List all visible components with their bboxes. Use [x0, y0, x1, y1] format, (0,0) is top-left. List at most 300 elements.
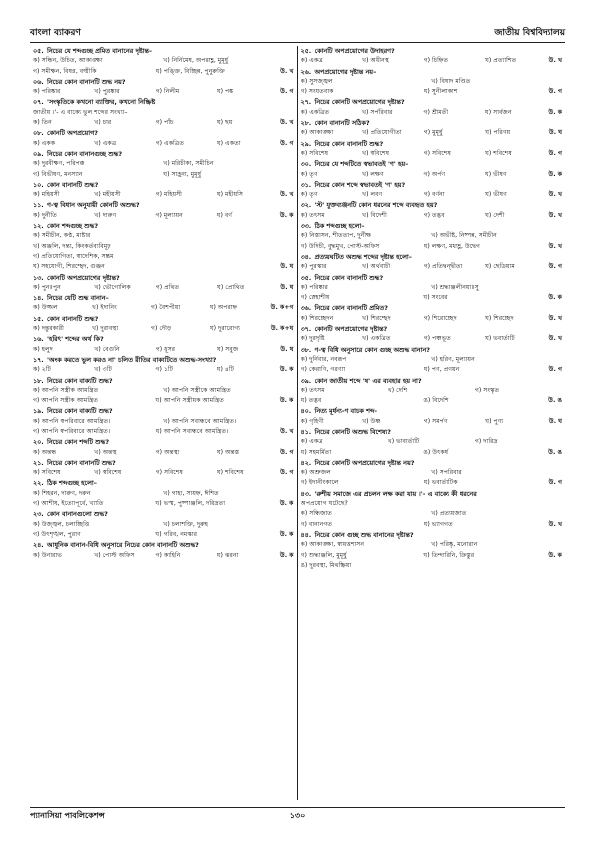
header-subject: বাংলা ব্যাকরণ	[30, 28, 81, 38]
answer-option: খ) দুরাবস্থা	[91, 325, 119, 333]
question-number: ৪১.	[300, 427, 312, 436]
answer-option: ক) তৎসম	[300, 386, 325, 394]
correct-answer: উ. ঙ	[548, 448, 562, 456]
question-item	[301, 67, 563, 98]
question-number: ৩২.	[300, 201, 312, 210]
question-item	[301, 530, 563, 561]
answer-option: খ) হরিণ, মূল্যায়ন	[431, 355, 475, 363]
question-text: ঠিক শব্দগুচ্ছ হলো–	[47, 479, 97, 488]
option-row	[301, 520, 563, 530]
answer-option: খ) উষ্ণ	[362, 417, 381, 425]
correct-answer: উ. ক	[279, 366, 294, 374]
question-number: ১৪.	[33, 294, 44, 303]
question-item	[301, 180, 563, 201]
answer-option: খ) অভীষ্ট, নিষ্পন্ন, সমীচীন	[431, 232, 497, 240]
question-text: নিচের কোন গুচ্ছ শুদ্ধ বানানের দৃষ্টান্ত?	[314, 530, 414, 539]
option-row	[33, 345, 294, 355]
answer-option: গ) নিলীম	[155, 88, 180, 96]
page-number: ১৩০	[289, 810, 306, 820]
option-row	[33, 417, 294, 427]
answer-option: ঘ) আপনি সস্ত্রীয়ক আমন্ত্রিত	[155, 397, 224, 405]
question-text: কোনটি অপপ্রয়োগের দৃষ্টান্ত?	[314, 325, 388, 334]
answer-option: গ) মুমূর্ষু	[423, 129, 443, 137]
answer-option: খ) ইদানিং	[91, 304, 117, 312]
question-text: নিচের যে শব্দটিতে স্বভাবতই 'ণ' হয়–	[314, 160, 409, 169]
question-text: ঠিক শব্দগুচ্ছ হলো–	[314, 222, 365, 231]
answer-option: ক) পরিষ্কার	[300, 283, 328, 291]
answer-option: ঘ) ৪টি	[216, 366, 235, 374]
question-item	[301, 345, 563, 376]
question-item	[33, 376, 294, 407]
answer-option: ঘ) একতা	[216, 139, 241, 147]
question-number: ৩৪.	[300, 252, 312, 261]
answer-option: ঘ) অপরাহ্ন	[209, 304, 238, 312]
question-item	[33, 540, 294, 561]
question-text: 'সংস্কৃতিকে কখনো ব্যাক্তির, কখনো নিষ্ক্রিষ্ট	[47, 98, 156, 107]
question-item	[301, 97, 563, 118]
question-item	[33, 478, 294, 509]
answer-option: ঘ) লক্ষণ, মধ্যহ্ণ, উদ্বেগ	[423, 242, 480, 250]
question-text: প্রত্যয়ঘটিত অশুদ্ধ শব্দের দৃষ্টান্ত হলো–	[314, 252, 412, 261]
question-item	[301, 427, 563, 458]
answer-option: ক) নিস্তাসন, শীততাপ, দুর্নীক্ষ	[300, 232, 372, 240]
answer-option: ঘ) শিরচ্ছেদ	[485, 314, 514, 322]
question-text: কোন জাতীয় শব্দে 'ষ' এর ব্যবহার হয় না?	[314, 376, 422, 385]
correct-answer: উ. খ	[280, 191, 294, 199]
option-row	[33, 365, 294, 375]
question-text: কোন শব্দগুচ্ছ শুদ্ধ?	[47, 222, 99, 231]
option-row	[33, 520, 294, 530]
question-item	[33, 200, 294, 221]
answer-option: গ) উদিচী, বুদ্ধমুখ, পোস্ট-অফিস	[300, 242, 380, 250]
correct-answer: উ. গ	[548, 88, 563, 96]
answer-option: ক) একত্র	[300, 57, 323, 65]
option-row	[33, 386, 294, 396]
answer-option: গ) আপনি স্বপরিবারে আমন্ত্রিত।	[33, 427, 111, 435]
question-stem	[301, 200, 563, 210]
question-item	[33, 437, 294, 458]
question-number: ২৪.	[33, 541, 44, 550]
question-item	[301, 303, 563, 324]
question-text: আধুনিক বানান-বিধি অনুসারে নিচের কোন বানানটি অশুদ্ধ?	[47, 541, 199, 550]
option-row	[301, 386, 563, 396]
option-row	[301, 355, 563, 365]
question-text: নিচের কোন বানানটি শুদ্ধ?	[314, 273, 384, 282]
question-number: ২৫.	[300, 47, 312, 55]
question-number: ০৮.	[33, 129, 44, 138]
answer-option: ঘ) ছেডিয়াম	[485, 263, 515, 271]
question-number: ৪০.	[300, 407, 312, 416]
correct-answer: উ. গ	[280, 139, 294, 147]
answer-option: খ) প্রতিযোগীতা	[362, 129, 402, 137]
option-row	[301, 540, 563, 550]
option-row	[301, 561, 563, 571]
answer-option: খ) সর্পরিবার	[361, 108, 393, 116]
answer-option: খ) নির্নিমেষ, অপরাহ্ণ, মুমূর্ষু	[163, 57, 229, 65]
answer-option: ক) সবিশেষ	[33, 469, 61, 477]
question-stem	[33, 314, 294, 324]
answer-option: গ) কাহিনি	[155, 551, 181, 559]
answer-option: ঘ) পঙ্ক্তি, বিচ্ছিন্ন, পুনুরুক্তি	[155, 67, 225, 75]
question-item	[33, 97, 294, 128]
correct-answer: উ. ঘ	[280, 263, 294, 271]
option-row	[33, 427, 294, 437]
answer-option: ঘ) ঝরনা	[216, 551, 239, 559]
answer-option: ঘ) প্রত্যাশিত	[485, 57, 517, 65]
question-stem	[301, 118, 563, 128]
option-row	[33, 56, 294, 66]
question-text: কোন বানানটি সঠিক?	[314, 119, 370, 128]
correct-answer: উ. গ	[548, 263, 563, 271]
question-number: ১৫.	[33, 314, 44, 323]
question-text: ণ-ত্ব বিধি অনুসারে কোন গুচ্ছ অশুদ্ধ বানান?	[314, 345, 430, 354]
question-stem	[33, 458, 294, 468]
question-stem	[301, 345, 563, 355]
answer-option: ক) তিন	[33, 119, 52, 127]
option-row	[33, 283, 294, 293]
correct-answer: উ. ক+গ	[270, 304, 294, 312]
option-row	[33, 262, 294, 272]
option-row	[33, 118, 294, 128]
question-text: কোন বানানগুলো শুদ্ধ?	[47, 510, 108, 519]
correct-answer: উ. ঙ	[548, 397, 562, 405]
question-text: নিচের কোন বাক্যটি শুদ্ধ?	[47, 376, 113, 385]
answer-option: ক) দুর্নীতি	[33, 211, 57, 219]
question-item	[301, 489, 563, 530]
answer-option: গ) তদ্ভব	[423, 211, 445, 219]
question-stem	[301, 489, 563, 499]
answer-option: খ) পরিষ্কৃ, মনোরান	[431, 541, 478, 549]
question-stem	[301, 139, 563, 149]
question-number: ২৭.	[300, 98, 312, 107]
question-stem	[301, 530, 563, 540]
question-text: নিচের কোন শব্দটি শুদ্ধ?	[47, 438, 110, 447]
question-number: ০৭.	[33, 98, 44, 107]
answer-option: ঘ) সার্বজন	[484, 108, 512, 116]
answer-option: খ) প্রত্যয়জাত	[431, 510, 467, 518]
option-row	[301, 499, 563, 509]
correct-answer: উ. ক	[548, 294, 562, 302]
answer-option: গ) বিভীষণ, মনস্যান	[33, 170, 83, 178]
answer-option: গ) দৌড়	[150, 325, 172, 333]
question-text: নিচের কোনটি অপপ্রয়োগের দৃষ্টান্ত নয়?	[314, 458, 415, 467]
answer-option: গ) কেরাণি, গরণ্যা	[300, 366, 346, 374]
answer-option: গ) সবিশেষ	[155, 469, 183, 477]
answer-option: ক) আপনি সস্ত্রীক আমন্ত্রিত	[33, 386, 99, 394]
option-row	[301, 108, 563, 118]
answer-option: ক) সন্ধিন, উচিত, আকাঙ্ক্ষা	[33, 57, 103, 65]
question-stem	[301, 67, 563, 77]
answer-option: গ) একত্রিত	[155, 139, 184, 147]
question-item	[301, 376, 563, 407]
question-item	[301, 252, 563, 273]
question-stem	[33, 273, 294, 283]
correct-answer: উ. খ	[548, 520, 563, 528]
answer-option: ঘ) সাহ্রনা, মুমূর্ষু	[163, 170, 202, 178]
answer-option: জাতীয় ।'- এ বাক্যে ভুল শব্দের সংখ্যা–	[33, 108, 128, 116]
answer-option: ঘ) ভীষণ	[484, 170, 507, 178]
correct-answer: উ. খ	[548, 57, 563, 65]
correct-answer: উ. খ	[548, 314, 563, 322]
correct-answer: উ. খ	[548, 191, 563, 199]
question-stem	[33, 128, 294, 138]
page-footer	[30, 807, 565, 824]
answer-option: খ) অধীনস্থ	[362, 57, 389, 65]
question-number: ২২.	[33, 479, 44, 488]
correct-answer: উ. ক	[279, 211, 294, 219]
option-row	[33, 551, 294, 561]
correct-answer: উ. খ	[280, 427, 294, 435]
option-row	[301, 448, 563, 458]
option-row	[33, 67, 294, 77]
question-text: 'হরিৎ' শব্দের অর্থ কি?	[47, 335, 104, 344]
option-row	[33, 170, 294, 180]
question-number: ০৬.	[33, 77, 44, 86]
option-row	[301, 551, 563, 561]
question-number: ১৯.	[33, 407, 44, 416]
answer-option: ক) শিরচ্ছেদন	[300, 314, 334, 322]
question-stem	[33, 334, 294, 344]
question-item	[33, 180, 294, 201]
answer-option: ক) একত্র	[300, 438, 323, 446]
answer-option: খ) অর্থবাচী	[362, 263, 391, 271]
option-row	[33, 211, 294, 221]
answer-option: খ) গাহ্য, সায়হ্ন, ঈশিত	[163, 489, 219, 497]
option-row	[301, 231, 563, 241]
answer-option: ক) একক	[33, 139, 56, 147]
answer-option: ঘ) ভীষণ	[485, 191, 507, 199]
question-number: ২১.	[33, 458, 44, 467]
answer-option: ঘ) পঙ্ক	[216, 88, 234, 96]
question-stem	[301, 46, 563, 56]
answer-option: ঘ) আপনি সবান্ধবে আমন্ত্রিত।	[155, 427, 229, 435]
option-row	[301, 128, 563, 138]
question-text: নিচের কোন বানানটি প্রমিত?	[314, 304, 388, 313]
question-stem	[33, 200, 294, 210]
option-row	[301, 437, 563, 447]
question-number: ১৮.	[33, 376, 44, 385]
option-row	[33, 396, 294, 406]
answer-option: খ) পুরষ্কার	[94, 88, 120, 96]
option-row	[301, 149, 563, 159]
question-stem	[33, 376, 294, 386]
option-row	[33, 231, 294, 241]
answer-option: খ) ভাবার্তাটি	[387, 438, 420, 446]
question-number: ৩৯.	[300, 376, 312, 385]
correct-answer: উ. খ	[280, 119, 294, 127]
question-stem	[33, 293, 294, 303]
option-row	[301, 190, 563, 200]
correct-answer: উ. খ	[280, 67, 294, 75]
answer-option: ক) তৃণ	[300, 191, 318, 199]
question-text: নিচের কোনটি অপপ্রয়োগের দৃষ্টান্ত?	[314, 98, 405, 107]
correct-answer: উ. ক	[279, 551, 294, 559]
answer-option: গ) সমীক্ষন, বিষণ্ণ, বল্মীকি	[33, 67, 97, 75]
option-row	[33, 159, 294, 169]
option-row	[301, 334, 563, 344]
answer-option: ঘ) ছয়	[216, 119, 233, 127]
option-row	[33, 87, 294, 97]
question-number: ২৩.	[33, 510, 44, 519]
page-header	[30, 20, 565, 43]
header-university: জাতীয় বিশ্ববিদ্যালয়	[494, 28, 565, 38]
option-row	[301, 417, 563, 427]
question-stem	[33, 478, 294, 488]
answer-option: ক) আকাঙ্ক্ষা	[300, 129, 334, 137]
left-column	[30, 46, 298, 800]
answer-option: গ) পাঁচ	[155, 119, 174, 127]
answer-option: ক) দুর্নিবার, নবরূপ	[300, 355, 347, 363]
answer-option: খ) আপনি সস্ত্রীকে আমন্ত্রিত	[163, 386, 231, 394]
option-row	[301, 509, 563, 519]
answer-option: গ) শ্রীমতী	[423, 108, 449, 116]
answer-option: খ) মরিচীকা, সমীচিন	[163, 160, 214, 168]
answer-option: ঘ) শবিশেষ	[216, 469, 244, 477]
question-stem	[301, 324, 563, 334]
question-text: ণ-ত্ব বিধান অনুযায়ী কোনটি অশুদ্ধ?	[47, 201, 140, 210]
question-number: ২৮.	[300, 119, 312, 128]
answer-option: খ) একত্র	[94, 139, 117, 147]
answer-option: গ) প্রতিযোগিতা, স্বাদেশিক, সম্ভ্রম	[33, 252, 114, 260]
correct-answer: উ. খ	[548, 242, 563, 250]
answer-option: ঘ) সহমর্মিতা	[300, 448, 332, 456]
question-number: ৩০.	[300, 160, 312, 169]
option-row	[33, 324, 294, 334]
answer-option: ক) পুনঃপুন	[33, 283, 61, 291]
question-number: ১৭.	[33, 355, 44, 364]
answer-option: ক) উনারাভ	[33, 551, 62, 559]
answer-option: ক) অশ্রুজল	[300, 469, 331, 477]
answer-option: খ) অন্তস্থ	[94, 448, 117, 456]
answer-option: ক) দন্তুরকারী	[33, 325, 64, 333]
answer-option: গ) শিরোচ্ছেদ	[423, 314, 457, 322]
answer-option: খ) বিদেশী	[362, 211, 387, 219]
answer-option: ঘ) তিন্দারিনি, ক্রিস্তুর	[423, 551, 475, 559]
right-column	[298, 46, 566, 800]
answer-option: খ) বেগুনি	[94, 345, 120, 353]
option-row	[33, 303, 294, 313]
question-text: নিচের কোন বানানটি শুদ্ধ?	[47, 458, 116, 467]
option-row	[301, 56, 563, 66]
answer-option: ক) উজ্জ্বল, চলাচ্ছিত্তি	[33, 520, 90, 528]
question-number: ৩৮.	[300, 345, 312, 354]
answer-option: গ) প্রথিত	[155, 283, 180, 291]
option-row	[301, 262, 563, 272]
option-row	[33, 468, 294, 478]
question-stem	[33, 406, 294, 416]
question-stem	[33, 540, 294, 550]
answer-option: গ) বর্ণনা	[423, 191, 445, 199]
correct-answer: উ. গ	[280, 88, 294, 96]
question-item	[33, 406, 294, 437]
correct-answer: উ. ঘ	[280, 345, 294, 353]
answer-option: ঘ) ভ্যাগগত	[423, 520, 453, 528]
question-text: 'স্ট' যুক্তব্যঞ্জনটি কোন ধরনের শব্দে ব্যবহৃত হয়?	[314, 201, 438, 210]
question-number: ৩১.	[300, 180, 312, 189]
question-item	[301, 406, 563, 427]
question-stem	[301, 97, 563, 107]
option-row	[301, 468, 563, 478]
question-stem	[301, 458, 563, 468]
question-text: নিচের কোন বানানটি শুদ্ধ নয়?	[47, 77, 126, 86]
correct-answer: উ. খ	[548, 335, 563, 343]
question-stem	[301, 159, 563, 169]
question-stem	[33, 509, 294, 519]
question-number: ১৬.	[33, 335, 44, 344]
answer-option: গ) অর্পণ	[423, 170, 446, 178]
answer-option: ক) দুরদৃষ্টি	[300, 335, 325, 343]
answer-option: গ) অন্তস্থ্য	[155, 448, 180, 456]
question-number: ২৯.	[300, 139, 312, 148]
answer-option: গ) শুদ্ধাঞ্জলি, মুমূর্ষু	[300, 551, 347, 559]
option-row	[33, 108, 294, 118]
correct-answer: উ. ক	[279, 530, 294, 538]
option-row	[33, 530, 294, 540]
question-item	[301, 159, 563, 180]
question-text: 'অংক করতে ভুল করও না' চলিত রীতির বাক্যটিতে অশুদ্ধ-সংখ্যা?	[47, 355, 217, 364]
question-text: নিচের কোন শব্দে স্বভাবতই 'ণ' হয়?	[314, 180, 406, 189]
question-text: নিত্য মূর্ধন্য-ণ বাচক শব্দ-	[314, 407, 378, 416]
answer-option: ঘ) দেশী	[485, 211, 505, 219]
answer-option: ক) সন্ধিজাত	[300, 510, 332, 518]
answer-option: ঙ) বিদেশি	[423, 397, 449, 405]
option-row	[301, 87, 563, 97]
option-row	[301, 170, 563, 180]
answer-option: ক) সুসজ্জ্বল	[300, 77, 333, 85]
correct-answer: উ. ঘ	[548, 129, 563, 137]
answer-option: ঙ) উৎকর্ষ	[423, 448, 449, 456]
answer-option: গ) স্নেহাশীষ	[300, 294, 330, 302]
option-row	[301, 77, 563, 87]
answer-option: খ) আপনি সবান্ধবে আমন্ত্রিত।	[163, 417, 237, 425]
question-stem	[301, 273, 563, 283]
question-item	[33, 77, 294, 98]
question-item	[301, 324, 563, 345]
answer-option: গ) আশীষ, ইত্যোপূর্বে, খ্যাতি	[33, 500, 104, 508]
answer-option: খ) চার	[94, 119, 112, 127]
question-item	[33, 334, 294, 355]
question-stem	[301, 221, 563, 231]
answer-option: ঘ) সুনীলাকাশ	[423, 88, 458, 96]
answer-option: ক) মহিয়সী	[33, 191, 60, 199]
answer-option: গ) সংস্কৃত	[474, 386, 500, 394]
answer-option: ঘ) গরিব, নমস্কার	[155, 530, 198, 538]
question-item	[33, 293, 294, 314]
correct-answer: উ. ক	[548, 108, 563, 116]
question-number: ১২.	[33, 222, 44, 231]
question-number: ২৬.	[300, 67, 312, 76]
answer-option: খ) স্ববিশেষ	[94, 469, 122, 477]
answer-option: ঘ) পরিণয়	[485, 129, 511, 137]
question-text: নিচের কোনটি অশুদ্ধ বিশেষ্য?	[314, 427, 391, 436]
answer-option: খ) অঞ্জলি, দন্ত্য, কিংকর্তব্যবিমূঢ়	[33, 242, 111, 250]
answer-option: খ) দেশি	[387, 386, 408, 394]
option-row	[301, 396, 563, 406]
option-row	[301, 283, 563, 293]
answer-option: ক) উজ্জল	[33, 304, 58, 312]
question-stem	[301, 180, 563, 190]
answer-option: ক) পুরস্কার	[300, 263, 327, 271]
question-stem	[301, 252, 563, 262]
question-number: ১০.	[33, 180, 44, 189]
question-text: অপপ্রয়োগের দৃষ্টান্ত নয়–	[314, 67, 377, 76]
question-stem	[301, 376, 563, 386]
question-stem	[301, 406, 563, 416]
answer-option: খ) লবণ	[362, 191, 383, 199]
answer-option: ক) ২টি	[33, 366, 51, 374]
answer-option: গ) বৈশপীয়া	[150, 304, 181, 312]
answer-option: ঘ) সবুজ	[217, 345, 239, 353]
